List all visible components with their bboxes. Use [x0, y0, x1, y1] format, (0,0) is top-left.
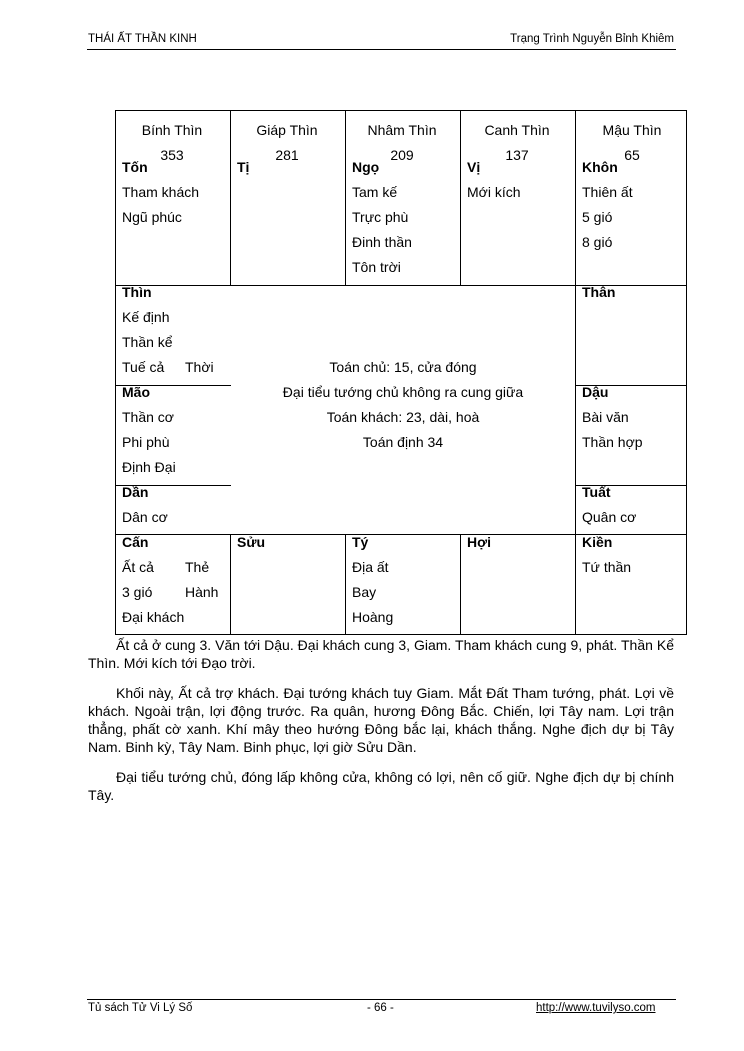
header-rule	[87, 49, 676, 50]
cell-line: Thần cơ	[122, 409, 174, 425]
center-line: Toán chủ: 15, cửa đóng	[329, 359, 477, 375]
cell-title: Tý	[352, 534, 369, 550]
cell-line: Bay	[352, 584, 377, 600]
cell-line: 5 gió	[582, 209, 613, 225]
cell-line: 3 gió	[122, 584, 153, 600]
cell-title: Dậu	[582, 384, 609, 400]
cell-line: Quân cơ	[582, 509, 637, 525]
cell-line: Thiên ất	[582, 184, 633, 200]
column-name: Canh Thìn	[484, 122, 550, 138]
header-author: Trạng Trình Nguyễn Bỉnh Khiêm	[510, 33, 674, 45]
cell-title: Thân	[582, 284, 616, 300]
table-divider	[575, 110, 576, 634]
paragraph: Khối này, Ất cả trợ khách. Đại tướng khách tuy Giam. Mắt Đất Tham tướng, phát. Lợi về khách. Ngoài trận, lợi động trước. Ra quân, hương Đông Bắc. Chiến, lợi Tây nam. Lợi trận thẳng, phất cờ xanh. Khí mây theo hướng Đông bắc lại, khách thắng. Nghe địch dự bị Tây Nam. Binh kỳ, Tây Nam. Binh phục, lợi giờ Sửu Dần.	[88, 685, 674, 755]
cell-dau	[582, 380, 643, 455]
cell-than	[582, 280, 615, 305]
paragraph: Đại tiểu tướng chủ, đóng lấp không cửa, không có lợi, nên cố giữ. Nghe địch dự bị chính Tây.	[88, 769, 674, 803]
column-name: Bính Thìn	[141, 122, 203, 138]
cell-line: Dân cơ	[122, 509, 168, 525]
cell-pair	[122, 555, 218, 580]
center-line: Toán khách: 23, dài, hoà	[326, 409, 480, 425]
cell-line: Tuế cả	[122, 359, 165, 375]
cell-ngo	[352, 155, 412, 280]
center-summary	[231, 355, 575, 455]
table-divider	[230, 534, 231, 634]
column-name: Mậu Thìn	[602, 122, 662, 138]
cell-line: Thần hợp	[582, 434, 643, 450]
footer-rule	[87, 999, 676, 1000]
cell-can	[122, 530, 218, 630]
cell-line: Thẻ	[185, 559, 210, 575]
cell-khon	[582, 155, 633, 255]
cell-line: Địa ất	[352, 559, 389, 575]
column-name: Nhâm Thìn	[367, 122, 437, 138]
divination-table	[115, 110, 687, 634]
cell-ti	[237, 155, 249, 180]
table-border-right	[686, 110, 687, 634]
cell-title: Cấn	[122, 534, 149, 550]
cell-title: Sửu	[237, 534, 266, 550]
cell-ton	[122, 155, 199, 230]
column-number: 353	[160, 147, 184, 163]
cell-pair	[122, 580, 218, 605]
cell-title: Thìn	[122, 284, 152, 300]
paragraph: Ất cả ở cung 3. Văn tới Dậu. Đại khách cung 3, Giam. Tham khách cung 9, phát. Thần Kể Thìn. Mới kích tới Đạo trời.	[88, 637, 674, 671]
footer-series: Tủ sách Tử Vi Lý Số	[88, 1002, 193, 1014]
cell-line: Tham khách	[122, 184, 200, 200]
cell-line: Đinh thần	[352, 234, 412, 250]
cell-line: Ngũ phúc	[122, 209, 182, 225]
cell-mao	[122, 380, 176, 480]
column-number: 137	[505, 147, 529, 163]
cell-title: Tốn	[122, 159, 148, 175]
cell-title: Dần	[122, 484, 149, 500]
cell-kien	[582, 530, 631, 580]
cell-title: Hợi	[467, 534, 491, 550]
cell-tuat	[582, 480, 636, 530]
table-border-top	[115, 110, 687, 111]
cell-line: Thần kể	[122, 334, 173, 350]
cell-title: Khôn	[582, 159, 618, 175]
cell-vi	[467, 155, 521, 205]
cell-line: Hành	[185, 584, 219, 600]
center-line: Đại tiểu tướng chủ không ra cung giữa	[282, 384, 524, 400]
table-border-bottom	[115, 634, 687, 635]
cell-line: Tứ thần	[582, 559, 632, 575]
cell-title: Kiền	[582, 534, 613, 550]
cell-line: Trực phù	[352, 209, 409, 225]
center-line: Toán định 34	[362, 434, 444, 450]
footer-page-number: - 66 -	[367, 1002, 394, 1014]
footer-link[interactable]: http://www.tuvilyso.com	[536, 1002, 656, 1014]
cell-line: Hoàng	[352, 609, 394, 625]
cell-line: Đại khách	[122, 609, 185, 625]
cell-line: Thời	[185, 359, 214, 375]
cell-title: Ngọ	[352, 159, 380, 175]
cell-line: Tam kế	[352, 184, 398, 200]
cell-suu	[237, 530, 265, 555]
cell-line: Phi phù	[122, 434, 170, 450]
column-name: Giáp Thìn	[256, 122, 318, 138]
table-divider	[460, 534, 461, 634]
cell-line: Mới kích	[467, 184, 521, 200]
cell-title: Mão	[122, 384, 150, 400]
table-border-left	[115, 110, 116, 634]
cell-line: Ất cả	[122, 559, 154, 575]
cell-title: Tuất	[582, 484, 611, 500]
cell-pair	[122, 355, 214, 380]
cell-hoi	[467, 530, 491, 555]
cell-title: Vị	[467, 159, 481, 175]
cell-line: Định Đại	[122, 459, 176, 475]
cell-thin	[122, 280, 214, 380]
cell-line: 8 gió	[582, 234, 613, 250]
body-text	[88, 636, 674, 816]
cell-line: Kế định	[122, 309, 170, 325]
column-number: 65	[624, 147, 640, 163]
header-book-title: THÁI ẤT THẦN KINH	[88, 33, 197, 45]
table-divider	[345, 534, 346, 634]
cell-line: Tôn trời	[352, 259, 401, 275]
cell-line: Bài văn	[582, 409, 629, 425]
cell-dan	[122, 480, 168, 530]
cell-title: Tị	[237, 159, 250, 175]
column-number: 281	[275, 147, 299, 163]
column-number: 209	[390, 147, 414, 163]
cell-ty	[352, 530, 393, 630]
